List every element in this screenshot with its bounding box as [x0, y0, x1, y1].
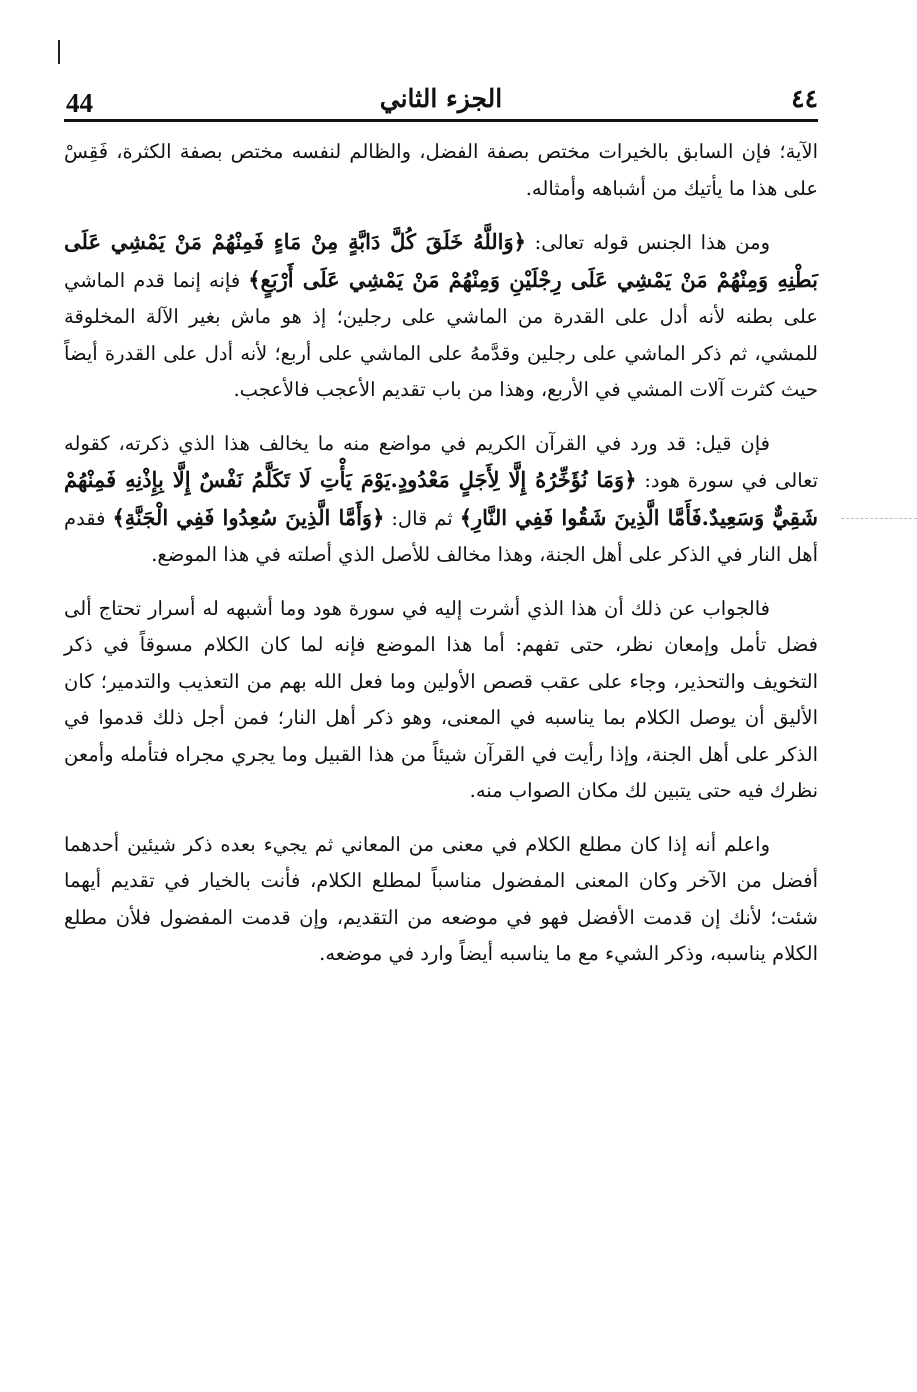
quran-verse: ﴿وَأَمَّا الَّذِينَ سُعِدُوا فَفِي الْجَنَّةِ﴾	[112, 504, 385, 530]
page-body	[64, 134, 818, 990]
paragraph	[64, 224, 818, 409]
paragraph-text: فقدم أهل النار في الذكر على أهل الجنة، وهذا مخالف للأصل الذي أصلته في هذا الموضع.	[64, 506, 818, 566]
paragraph-text: فالجواب عن ذلك أن هذا الذي أشرت إليه في سورة هود وما أشبهه له أسرار تحتاج ألى فضل تأمل وإمعان نظر، حتى تفهم: أما هذا الموضع فإنه لما كان الكلام مسوقاً في ذكر التخويف والتحذير، وجاء على عقب قصص الأولين وما فعل الله بهم من التعذيب والتدمير؛ كان الأليق أن يوصل الكلام بما يناسبه في المعنى، وهو ذكر أهل النار؛ فمن أجل ذلك قدموا في الذكر على أهل الجنة، وإذا رأيت في القرآن شيئاً من هذا القبيل وما يجري مجراه فتأمله وأمعن نظرك فيه حتى يتبين لك مكان الصواب منه.	[64, 596, 818, 802]
paragraph-text: فإن قيل: قد ورد في القرآن الكريم في مواضع منه ما يخالف هذا الذي ذكرته، كقوله تعالى في سورة هود:	[64, 431, 818, 492]
paragraph-text: ثم قال:	[384, 506, 460, 530]
header-rule	[64, 119, 818, 122]
paragraph	[64, 827, 818, 973]
paragraph	[64, 426, 818, 574]
paragraph-text: واعلم أنه إذا كان مطلع الكلام في معنى من المعاني ثم يجيء بعده ذكر شيئين أحدهما أفضل من الآخر وكان المعنى المفضول مناسباً لمطلع الكلام، فأنت بالخيار في تقديم أيهما شئت؛ لأنك إن قدمت الأفضل فهو في موضعه من التقديم، وإن قدمت المفضول فلأن مطلع الكلام يناسبه، وذكر الشيء مع ما يناسبه أيضاً وارد في موضعه.	[64, 832, 818, 965]
paragraph-text: ومن هذا الجنس قوله تعالى:	[525, 231, 770, 254]
page-number-arabic: ٤٤	[791, 84, 818, 113]
quran-verse: ﴿وَمَا نُؤَخِّرُهُ إِلَّا لِأَجَلٍ مَعْدُودٍ.يَوْمَ يَأْتِ لَا تَكَلَّمُ نَفْسٌ إِلَّا بِإِذْنِهِ فَمِنْهُمْ شَقِيٌّ وَسَعِيدٌ.فَأَمَّا الَّذِينَ شَقُوا فَفِي النَّارِ﴾	[64, 467, 818, 530]
paragraph	[64, 134, 818, 207]
paragraph	[64, 591, 818, 810]
margin-dash	[841, 518, 917, 519]
page-header	[64, 82, 818, 122]
paragraph-text: الآية؛ فإن السابق بالخيرات مختص بصفة الفضل، والظالم لنفسه مختص بصفة الكثرة، فَقِسْ على هذا ما يأتيك من أشباهه وأمثاله.	[64, 140, 818, 200]
paragraph-text: فإنه إنما قدم الماشي على بطنه لأنه أدل على القدرة من الماشي على رجلين؛ إذ هو ماش بغير الآلة المخلوقة للمشي، ثم ذكر الماشي على رجلين وقدَّمهُ على الماشي على أربع؛ لأنه أدل على القدرة أيضاً حيث كثرت آلات المشي في الأربع، وهذا من باب تقديم الأعجب فالأعجب.	[64, 268, 818, 401]
quran-verse: ﴿وَاللَّهُ خَلَقَ كُلَّ دَابَّةٍ مِنْ مَاءٍ فَمِنْهُمْ مَنْ يَمْشِي عَلَى بَطْنِهِ وَمِنْهُمْ مَنْ يَمْشِي عَلَى رِجْلَيْنِ وَمِنْهُمْ مَنْ يَمْشِي عَلَى أَرْبَعٍ﴾	[64, 229, 818, 292]
running-title: الجزء الثاني	[379, 84, 503, 113]
page-number-latin: 44	[66, 88, 93, 118]
page-edge-mark	[58, 40, 60, 64]
